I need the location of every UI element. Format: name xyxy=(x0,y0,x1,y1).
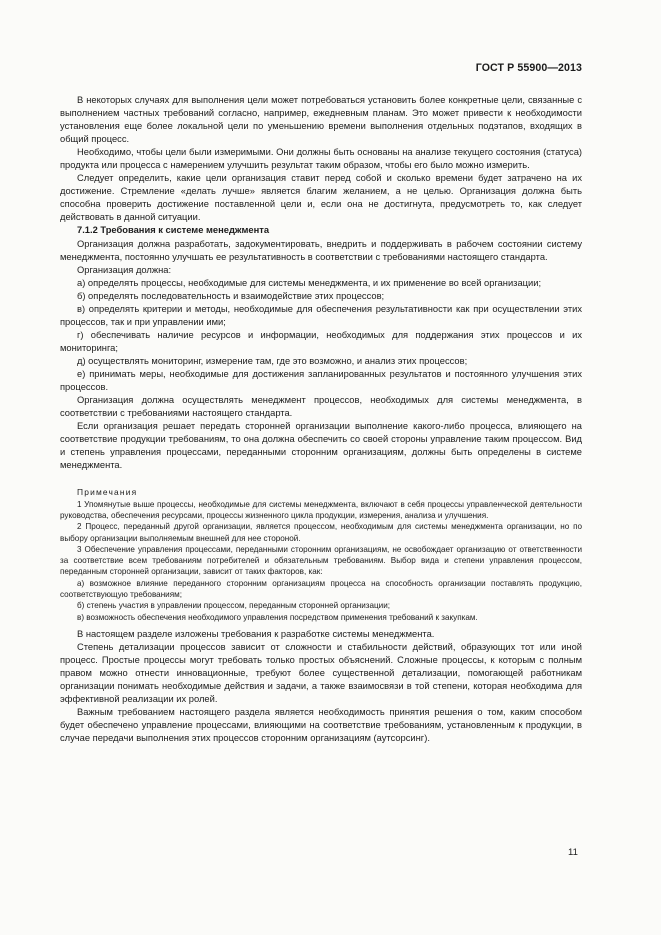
paragraph: Важным требованием настоящего раздела является необходимость принятия решения о том, каким способом будет обеспечено управление процессами, влияющими на соответствие требованиям, установленным к продукции, в случае передачи выполнения этих процессов сторонним организациям (аутсорсинг). xyxy=(60,707,582,744)
closing-paragraphs xyxy=(60,628,582,745)
paragraph: Если организация решает передать сторонней организации выполнение какого-либо процесса, влияющего на соответствие продукции требованиям, то она должна обеспечить со своей стороны управление таким процессом. Вид и степень управления процессами, переданными сторонним организациям, должны быть определены в системе менеджмента. xyxy=(60,421,582,471)
paragraph: Следует определить, какие цели организация ставит перед собой и сколько времени будет затрачено на их достижение. Стремление «делать лучше» является благим желанием, а не целью. Организация должна быть способна проверить достижение поставленной цели и, если она не достигнута, предусмотреть то, как следует действовать в данной ситуации. xyxy=(60,173,582,223)
paragraph: Необходимо, чтобы цели были измеримыми. Они должны быть основаны на анализе текущего состояния (статуса) продукта или процесса с намерением улучшить результат таким образом, чтобы его было можно измерить. xyxy=(60,147,582,171)
paragraph: Организация должна: xyxy=(77,264,172,275)
paragraph: В некоторых случаях для выполнения цели может потребоваться установить более конкретные цели, связанные с выполнением частных требований согласно, например, ежедневным планам. Это может привести к необходимости установления еще более локальной цели по уменьшению времени выполнения отдельных подэтапов, входящих в общий процесс. xyxy=(60,95,582,145)
section-heading: 7.1.2 Требования к системе менеджмента xyxy=(77,225,270,236)
note-item: б) степень участия в управлении процессом, переданным сторонней организации; xyxy=(77,601,390,611)
list-item: е) принимать меры, необходимые для достижения запланированных результатов и постоянного улучшения этих процессов. xyxy=(60,368,582,393)
list-item: в) определять критерии и методы, необходимые для обеспечения результативности как при осуществлении этих процессов, так и при управлении ими; xyxy=(60,303,582,327)
paragraph: Организация должна разработать, задокументировать, внедрить и поддерживать в рабочем состоянии систему менеджмента, постоянно улучшать ее результативность в соответствии с требованиями настоящего стандарта. xyxy=(60,238,582,262)
note-item: 3 Обеспечение управления процессами, переданными сторонним организациям, не освобождает организацию от ответственности за соответствие всем требованиям потребителей и обязательным требованиям. Выбор вида и степени управления процессом, переданным сторонней организации, зависит от таких факторов, как: xyxy=(60,544,582,577)
note-item: 2 Процесс, переданный другой организации, является процессом, необходимым для системы менеджмента организации, но по выбору организации выполняемым внешней для нее стороной. xyxy=(60,522,582,543)
notes-block xyxy=(60,487,582,623)
page-number: 11 xyxy=(568,847,578,858)
list-item: б) определять последовательность и взаимодействие этих процессов; xyxy=(77,290,385,301)
body-text xyxy=(60,94,582,745)
list-item: а) определять процессы, необходимые для системы менеджмента, и их применение во всей организации; xyxy=(77,277,542,288)
note-item: 1 Упомянутые выше процессы, необходимые для системы менеджмента, включают в себя процессы управленческой деятельности руководства, обеспечения ресурсами, процессы жизненного цикла продукции, измерения, анализа и улучшения. xyxy=(60,499,582,520)
list-item: д) осуществлять мониторинг, измерение там, где это возможно, и анализ этих процессов; xyxy=(77,355,468,366)
notes-heading: Примечания xyxy=(77,487,138,498)
note-item: а) возможное влияние переданного сторонним организациям процесса на способность организации поставлять продукцию, соответствующую требованиям; xyxy=(60,578,582,600)
paragraph: Степень детализации процессов зависит от сложности и стабильности действий, образующих тот или иной процесс. Простые процессы могут требовать только простых объяснений. Сложные процессы, к которым с полным правом можно отнести инновационные, требуют более существенной детализации, помогающей работникам организации понимать необходимые действия и задачи, а также взаимосвязи в той степени, которая необходима для эффективной реализации их ролей. xyxy=(60,641,582,705)
paragraph: Организация должна осуществлять менеджмент процессов, необходимых для системы менеджмента, в соответствии с требованиями настоящего стандарта. xyxy=(60,395,582,419)
paragraph: В настоящем разделе изложены требования к разработке системы менеджмента. xyxy=(77,628,435,639)
standard-number: ГОСТ Р 55900—2013 xyxy=(475,62,582,74)
list-item: г) обеспечивать наличие ресурсов и информации, необходимых для поддержания этих процессов и их мониторинга; xyxy=(60,329,582,353)
note-item: в) возможность обеспечения необходимого управления посредством применения требований к закупкам. xyxy=(77,612,478,622)
